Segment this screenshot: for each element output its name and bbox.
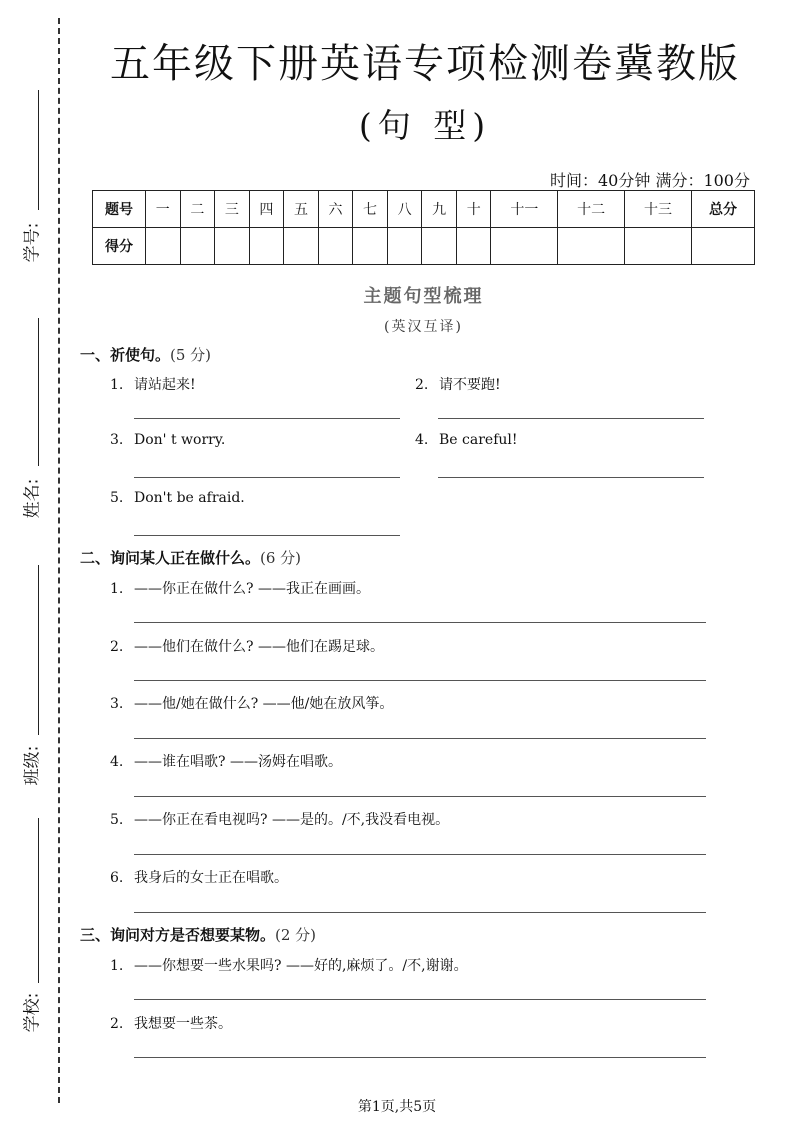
exam-meta: 时间：40分钟 满分：100分 — [550, 171, 750, 190]
question — [110, 432, 225, 448]
page-title: 五年级下册英语专项检测卷冀教版 — [110, 41, 740, 87]
question-number: 2. — [415, 377, 429, 393]
name-field[interactable] — [0, 318, 58, 518]
question-number: 1. — [110, 581, 124, 597]
question — [110, 955, 468, 975]
score-col: 二 — [180, 191, 215, 228]
score-col: 十二 — [558, 191, 625, 228]
answer-line[interactable] — [438, 477, 704, 478]
school-field[interactable] — [0, 818, 58, 1033]
score-col: 一 — [146, 191, 181, 228]
part-points: (5 分) — [170, 346, 212, 364]
score-table-score-row — [93, 228, 755, 265]
question — [110, 867, 288, 887]
score-col: 六 — [318, 191, 353, 228]
score-total-cell[interactable] — [692, 228, 755, 265]
answer-line[interactable] — [134, 999, 706, 1000]
answer-line[interactable] — [134, 477, 400, 478]
question-number: 2. — [110, 1016, 124, 1032]
question — [110, 809, 449, 829]
question-number: 5. — [110, 812, 124, 828]
score-cell[interactable] — [387, 228, 422, 265]
question-number: 3. — [110, 432, 124, 448]
answer-line[interactable] — [134, 622, 706, 623]
part-2-heading — [80, 547, 301, 568]
student-id-label: 学号: — [22, 222, 43, 263]
question-number: 4. — [415, 432, 429, 448]
part-3-heading — [80, 924, 316, 945]
question — [415, 374, 501, 394]
question — [110, 751, 342, 771]
score-col: 七 — [353, 191, 388, 228]
question-text: ——他们在做什么? ——他们在踢足球。 — [134, 639, 384, 655]
score-col: 八 — [387, 191, 422, 228]
question-text: ——他/她在做什么? ——他/她在放风筝。 — [134, 696, 394, 712]
question-number: 3. — [110, 696, 124, 712]
answer-line[interactable] — [134, 680, 706, 681]
answer-line[interactable] — [134, 1057, 706, 1058]
question-number: 6. — [110, 870, 124, 886]
question — [110, 693, 393, 713]
score-cell[interactable] — [180, 228, 215, 265]
page-footer: 第1页,共5页 — [357, 1099, 437, 1115]
binding-dashed-line — [58, 18, 60, 1103]
score-table — [92, 190, 755, 265]
score-cell[interactable] — [353, 228, 388, 265]
score-col: 五 — [284, 191, 319, 228]
score-cell[interactable] — [318, 228, 353, 265]
question-text: ——谁在唱歌? ——汤姆在唱歌。 — [134, 754, 342, 770]
answer-line[interactable] — [134, 418, 400, 419]
question-number: 1. — [110, 958, 124, 974]
question-text: 我身后的女士正在唱歌。 — [134, 870, 288, 886]
question — [110, 374, 196, 394]
question-text: 我想要一些茶。 — [134, 1016, 232, 1032]
score-row2-label: 得分 — [93, 228, 146, 265]
part-1-heading — [80, 344, 211, 365]
part-title: 二、询问某人正在做什么。 — [80, 549, 261, 567]
question-text: ——你正在做什么? ——我正在画画。 — [134, 581, 370, 597]
score-cell[interactable] — [146, 228, 181, 265]
question-text: ——你正在看电视吗? ——是的。/不,我没看电视。 — [134, 812, 450, 828]
answer-line[interactable] — [134, 854, 706, 855]
answer-line[interactable] — [134, 535, 400, 536]
part-title: 一、祈使句。 — [80, 346, 171, 364]
class-field[interactable] — [0, 565, 58, 786]
question — [110, 636, 384, 656]
score-table-header-row — [93, 191, 755, 228]
question — [415, 432, 518, 448]
score-cell[interactable] — [284, 228, 319, 265]
score-row-label: 题号 — [93, 191, 146, 228]
score-col: 十一 — [491, 191, 558, 228]
question-number: 2. — [110, 639, 124, 655]
part-points: (2 分) — [275, 926, 317, 944]
question — [110, 578, 370, 598]
question-number: 1. — [110, 377, 124, 393]
answer-line[interactable] — [134, 738, 706, 739]
score-col: 九 — [422, 191, 457, 228]
school-label: 学校: — [22, 992, 43, 1033]
class-label: 班级: — [22, 745, 43, 786]
question — [110, 1013, 232, 1033]
part-points: (6 分) — [260, 549, 302, 567]
answer-line[interactable] — [134, 912, 706, 913]
question-number: 5. — [110, 490, 124, 506]
score-cell[interactable] — [215, 228, 250, 265]
section-subtitle: (英汉互译) — [384, 319, 463, 335]
section-title: 主题句型梳理 — [363, 286, 484, 307]
score-col: 三 — [215, 191, 250, 228]
answer-line[interactable] — [438, 418, 704, 419]
score-cell[interactable] — [422, 228, 457, 265]
page-subtitle: (句 型) — [358, 106, 492, 145]
score-col: 十三 — [625, 191, 692, 228]
question — [110, 490, 245, 506]
score-cell[interactable] — [249, 228, 284, 265]
name-label: 姓名: — [22, 478, 43, 519]
score-col: 十 — [456, 191, 491, 228]
score-cell[interactable] — [558, 228, 625, 265]
score-total-label: 总分 — [692, 191, 755, 228]
student-id-field[interactable] — [0, 90, 58, 270]
question-text: Don't be afraid. — [134, 490, 245, 506]
question-text: 请不要跑! — [439, 377, 501, 393]
answer-line[interactable] — [134, 796, 706, 797]
question-number: 4. — [110, 754, 124, 770]
question-text: Be careful! — [439, 432, 518, 448]
question-text: 请站起来! — [134, 377, 196, 393]
score-cell[interactable] — [625, 228, 692, 265]
score-cell[interactable] — [491, 228, 558, 265]
part-title: 三、询问对方是否想要某物。 — [80, 926, 276, 944]
question-text: ——你想要一些水果吗? ——好的,麻烦了。/不,谢谢。 — [134, 958, 468, 974]
question-text: Don' t worry. — [134, 432, 226, 448]
score-col: 四 — [249, 191, 284, 228]
score-cell[interactable] — [456, 228, 491, 265]
